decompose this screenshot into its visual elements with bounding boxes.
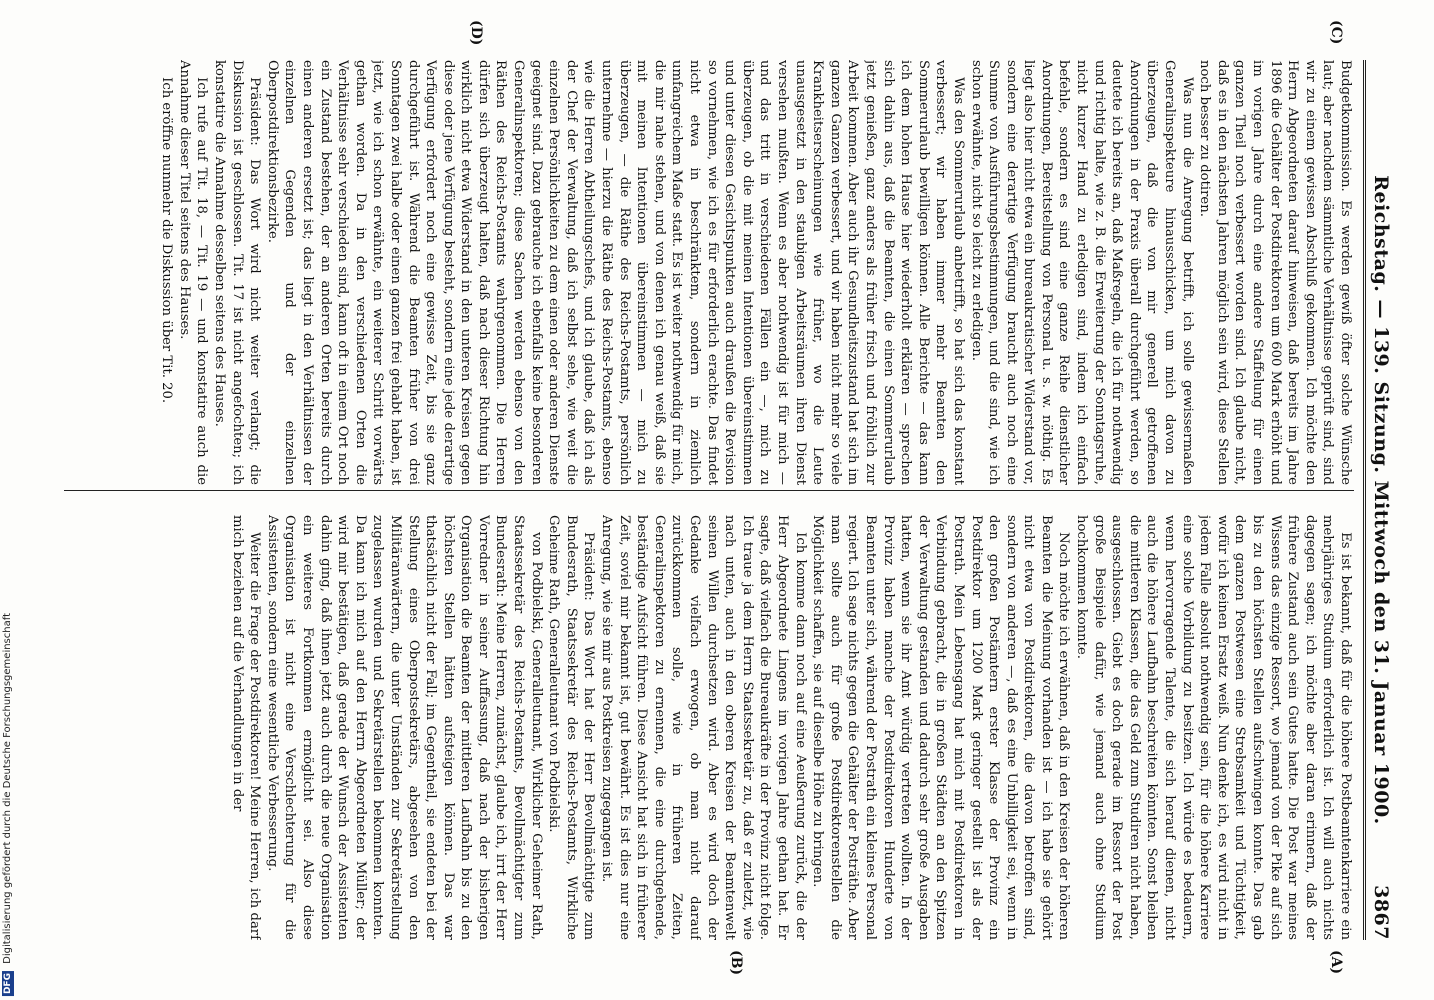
paragraph: von Podbielski, Generalleutnant, Wirklicher Geheimer Rath, Staatssekretär des Reichs-Postamts, Bevollmächtigter zum Bundesrath: Meine Herren, zunächst, glaube ich, irrt der Herr Vorredner in seiner Auffassung, daß nach der bisherigen Organisation die Beamten der mittleren Laufbahn bis zu den höchsten Stellen hätten aufsteigen können. Das war thatsächlich nicht der Fall; im Gegentheil, sie endeten bei der Stellung eines Oberpostsekretärs, abgesehen von den Militäranwärtern, die unter Umständen zur Sekretärstellung zugelassen wurden und Sekretärstellen bekommen konnten. Da kann ich mich auf den Herrn Abgeordneten Müller; der wird mir bestätigen, daß gerade der Wunsch der Assistenten dahin ging, daß ihnen jetzt auch durch die neue Organisation ein weiteres Fortkommen ermöglicht sei. Also diese Organisation ist nicht eine Verschlechterung für die Assistenten, sondern eine wesentliche Verbesserung. <box>264 515 544 940</box>
right-text-column <box>64 60 1354 485</box>
dfg-logo: DFG <box>3 972 13 994</box>
paragraph: Ich eröffne nunmehr die Diskussion über Tit. 20. <box>159 77 175 404</box>
digitization-credit <box>2 613 14 996</box>
paragraph: Was nun die Anregung betrifft, ich solle gewissermaßen Generalinspekteure hinausschicken, um mich davon zu überzeugen, daß die von mir generell getroffenen Anordnungen in der Praxis überall durchgeführt werden, so deutete ich bereits an, daß Maßregeln, die ich für nothwendig und richtig halte, wie z. B. die Erweiterung der Sonntagsruhe, nicht kurzer Hand zu erledigen sind, indem ich einfach befehle, sondern es sind eine ganze Reihe dienstlicher Anordnungen, Bereitstellung von Personal u. s. w. nöthig. Es liegt also hier nicht etwa ein bureaukratischer Widerstand vor, sondern eine derartige Verfügung braucht auch noch eine Summe von Ausführungsbestimmungen, und die sind, wie ich schon erwähnte, nicht so leicht zu erledigen. <box>968 60 1195 485</box>
page-header <box>1363 60 1394 940</box>
paragraph: Es ist bekannt, daß für die höhere Postbeamtenkarriere ein mehrjähriges Studium erforderlich ist. Ich will auch nichts dagegen sagen; ich möchte aber daran erinnern, daß der frühere Zustand auch sein Gutes hatte. Die Post war meines Wissens das einzige Ressort, wo jemand von der Pike auf sich bis zu den höchsten Stellen aufschwingen konnte. Das gab dem ganzen Postwesen eine Strebsamkeit und Tüchtigkeit, wofür ich keinen Ersatz weiß. Nun denke ich, es wird nicht in jedem Falle absolut nothwendig sein, für die höhere Karriere eine solche Vorbildung zu besitzen. Ich würde es bedauern, wenn hervorragende Talente, die sich herauf dienen, nicht auch die höhere Laufbahn beschreiten könnten. Sonst bleiben die mittleren Klassen, die das Geld zum Studiren nicht haben, ausgeschlossen. Giebt es doch gerade im Ressort der Post große Beispiele dafür, wie jemand auch ohne Studium hochkommen konnte. <box>1074 515 1353 940</box>
paragraph: Weiter die Frage der Postdirektoren! Meine Herren, ich darf mich beziehen auf die Verhandlungen in der <box>229 515 263 940</box>
paragraph: Präsident: Das Wort hat der Herr Bevollmächtigte zum Bundesrath, Staatssekretär des Reichs-Postamts, Wirkliche Geheime Rath, Generalleutnant von Podbielski. <box>546 515 597 940</box>
paragraph: Was den Sommerurlaub anbetrifft, so hat sich das konstant verbessert; wir haben immer mehr Beamten den Sommerurlaub bewilligen können. Alle Berichte — das kann ich dem hohen Hause hier wiederholt erklären — sprechen sich dahin aus, daß die Beamten, die einen Sommerurlaub jetzt genießen, ganz anders als früher frisch und fröhlich zur Arbeit kommen. Aber auch ihr Gesundheitszustand hat sich im ganzen Ganzen verbessert, und wir haben nicht mehr so viele Krankheitserscheinungen wie früher, wo die Leute unausgesetzt in den staubigen Arbeitsräumen ihren Dienst versehen mußten. Wenn es aber nothwendig ist für mich — und das tritt in verschiedenen Fällen ein —, mich zu überzeugen, ob die mit meinen Intentionen übereinstimmen und unter diesen Gesichtspunkten auch draußen die Revision so vornehmen, wie ich es für erforderlich erachte. Das findet nicht etwa in beschränktem, sondern in ziemlich umfangreichem Maße statt. Es ist weiter nothwendig für mich, die mir nahe stehen, und von denen ich genau weiß, daß sie mit meinen Intentionen übereinstimmen — mich zu überzeugen, — die Räthe des Reichs-Postamts, persönlich unternehme — hierzu die Räthe des Reichs-Postamts, ebenso wie die Herren Abtheilungschefs, und ich glaube, daß ich als der Chef der Verwaltung, daß ich selbst sehe, wie weit die einzelnen Persönlichkeiten zu dem einen oder anderen Dienste geeignet sind. Dazu gebrauche ich ebenfalls keine besonderen Generalinspektoren; diese Sachen werden ebenso von den Räthen des Reichs-Postamts wahrgenommen. Die Herren dürfen sich überzeugt halten, daß nach dieser Richtung hin wirklich nicht etwa Widerstand in den unteren Kreisen gegen diese oder jene Verfügung besteht, sondern eine jede derartige Verfügung erfordert noch eine gewisse Zeit, bis sie ganz durchgeführt ist. Während die Beamten früher von drei Sonntagen zwei halbe oder einen ganzen frei gehabt haben, ist jetzt, wie ich schon erwähnte, ein weiterer Schritt vorwärts gethan worden. Da in den verschiedenen Orten die Verhältnisse sehr verschieden sind, kann oft in einem Ort noch ein Zustand bestehen, der an anderen Orten bereits durch einen anderen ersetzt ist; das liegt in den Verhältnissen der einzelnen Gegenden und der einzelnen Oberpostdirektionsbezirke. <box>264 60 966 485</box>
page-title: Reichstag. — 139. Sitzung. Mittwoch den 31. Januar 1900. <box>1370 175 1392 825</box>
left-text-column <box>64 515 1354 940</box>
paragraph: Ich rufe auf Tit. 18, — Tit. 19 — und konstatire auch die Annahme dieser Titel seitens des Hauses. <box>176 60 210 485</box>
margin-marker-a: (A) <box>1328 950 1344 975</box>
paragraph: Ich komme dann noch auf eine Aeußerung zurück, die der Herr Abgeordnete Lingens im vorigen Jahre gethan hat. Er sagte, daß vielfach die Bureaukräfte in der Provinz nicht folge. Ich traue ja dem Herrn Staatssekretär zu, daß er zuletzt, wie nach unten, auch in den oberen Kreisen der Beamtenwelt seinen Willen durchsetzen wird. Aber es wird doch der Gedanke vielfach erwogen, ob man nicht darauf zurückkommen solle, wie in früheren Zeiten, Generalinspektoren zu ernennen, die eine durchgehende, beständige Aufsicht führen. Diese Ansicht hat sich in früherer Zeit, soviel mir bekannt ist, gut bewährt. Es ist dies nur eine Anregung, wie sie mir aus Postkreisen zugegangen ist. <box>599 515 808 940</box>
paragraph: Noch möchte ich erwähnen, daß in den Kreisen der höheren Beamten die Meinung vorhanden ist — ich habe sie gehört nicht etwa von Postdirektoren, die davon betroffen sind, sondern von anderen —, daß es eine Unbilligkeit sei, wenn in den großen Postämtern erster Klasse der Provinz ein Postdirektor um 1200 Mark geringer gestellt ist als der Postrath. Mein Lebensgang hat mich mit Postdirektoren in Verbindung gebracht, die in großen Städten an den Spitzen der Verwaltung gestanden und dadurch sehr große Ausgaben hatten, wenn sie ihr Amt würdig vertreten wollten. In der Provinz haben manche der Postdirektoren Hunderte von Beamten unter sich, während der Postrath ein kleines Personal regiert. Ich sage nichts gegen die Gehälter der Posträthe. Aber man sollte auch für große Postdirektorenstellen die Möglichkeit schaffen, sie auf dieselbe Höhe zu bringen. <box>810 515 1072 940</box>
margin-marker-b: (B) <box>728 950 744 976</box>
margin-marker-c: (C) <box>1328 20 1344 45</box>
paragraph: Präsident: Das Wort wird nicht weiter verlangt; die Diskussion ist geschlossen. Tit. 17 ist nicht angefochten; ich konstatire die Annahme desselben seitens des Hauses. <box>212 60 263 485</box>
column-divider <box>64 490 1354 491</box>
paragraph: Budgetkommission. Es werden gewiß öfter solche Wünsche laut; aber nachdem sämmtliche Verhältnisse geprüft sind, sind wir zu einem gewissen Abschluß gekommen. Ich möchte den Herrn Abgeordneten darauf hinweisen, daß bereits im Jahre 1896 die Gehälter der Postdirektoren um 600 Mark erhöht und im vorigen Jahre durch eine andere Staffelung für einen ganzen Theil noch verbessert worden sind. Ich glaube nicht, daß es in den nächsten Jahren möglich sein wird, diese Stellen noch besser zu dotiren. <box>1197 60 1353 485</box>
page-number: 3867 <box>1370 885 1392 940</box>
credit-text: Digitalisierung gefördert durch die Deutsche Forschungsgemeinschaft <box>2 612 13 964</box>
margin-marker-d: (D) <box>468 20 484 46</box>
